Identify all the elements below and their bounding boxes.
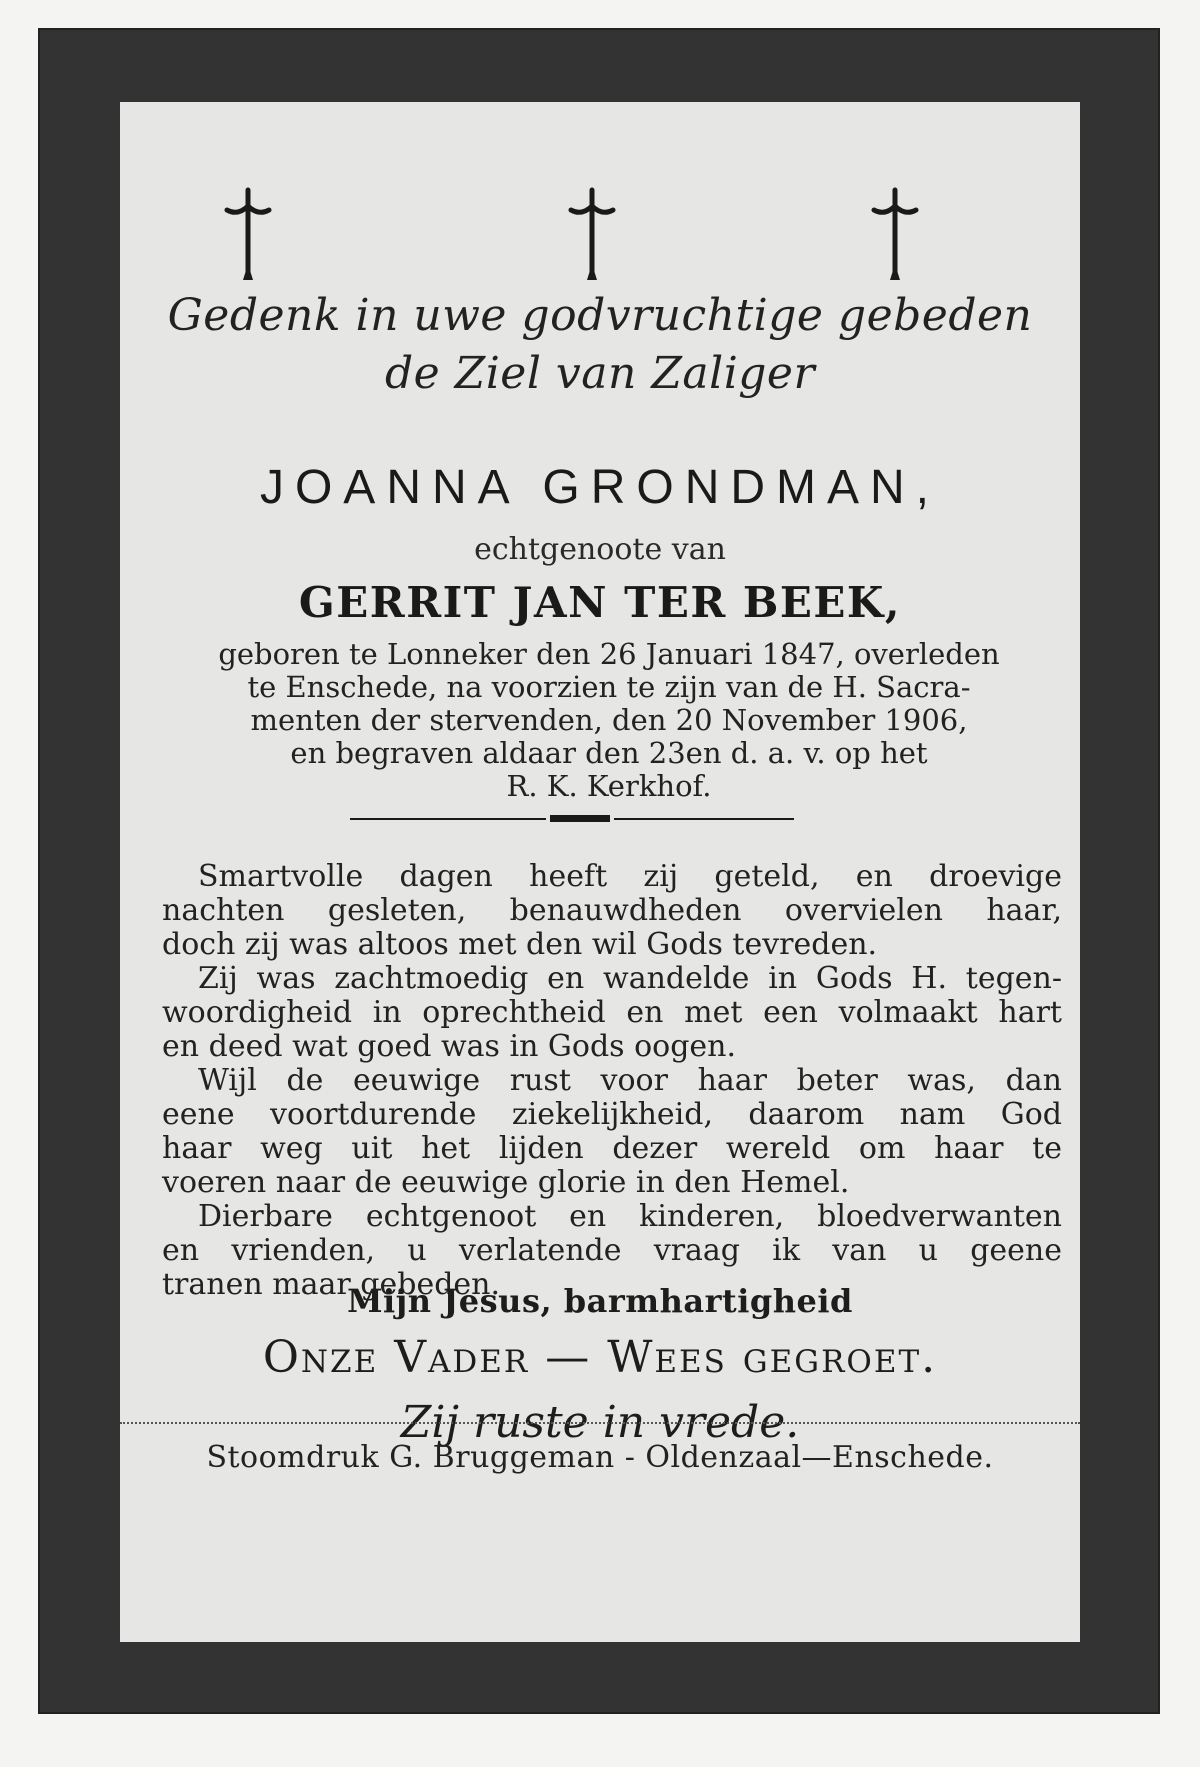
verse-line: en vrienden, u verlatende vraag ik van u geene xyxy=(162,1233,1062,1268)
prayer-wees-gegroet: Wees gegroet. xyxy=(607,1332,938,1383)
mourning-card-border xyxy=(38,28,1160,1714)
verse-line: nachten gesleten, benauwdheden overvielen haar, xyxy=(162,893,1062,928)
prayer-dash: — xyxy=(545,1332,592,1383)
invocation-line-2: de Ziel van Zaliger xyxy=(384,348,816,399)
verses xyxy=(162,860,1062,1302)
invocation-line-1: Gedenk in uwe godvruchtige gebeden xyxy=(167,290,1033,341)
verse-line: Smartvolle dagen heeft zij geteld, en droevige xyxy=(198,859,1062,894)
ornamental-divider xyxy=(350,815,830,823)
verse-line: eene voortdurende ziekelijkheid, daarom nam God xyxy=(162,1097,1062,1132)
cross-icon xyxy=(860,184,930,284)
verse-line: Dierbare echtgenoot en kinderen, bloedverwanten xyxy=(198,1199,1062,1234)
verse-line: Zij was zachtmoedig en wandelde in Gods H. tegen- xyxy=(198,961,1062,996)
biography-line: te Enschede, na voorzien te zijn van de H. Sacra- xyxy=(247,670,971,704)
verse-line: tranen maar gebeden. xyxy=(162,1267,501,1302)
prayer-jesus: Mijn Jesus, barmhartigheid xyxy=(347,1282,853,1320)
verse-line: voeren naar de eeuwige glorie in den Hemel. xyxy=(162,1165,850,1200)
biography-line: menten der stervenden, den 20 November 1906, xyxy=(250,703,968,737)
spouse-name: GERRIT JAN TER BEEK, xyxy=(298,578,902,627)
verse-line: haar weg uit het lijden dezer wereld om haar te xyxy=(162,1131,1062,1166)
verse-line: doch zij was altoos met den wil Gods tevreden. xyxy=(162,927,878,962)
closing-line: Zij ruste in vrede. xyxy=(400,1397,800,1448)
cross-icon xyxy=(213,184,283,284)
printer-credit: Stoomdruk G. Bruggeman - Oldenzaal—Enschede. xyxy=(206,1440,994,1475)
prayer-onze-vader: Onze Vader xyxy=(262,1332,530,1383)
biography-line: geboren te Lonneker den 26 Januari 1847, overleden xyxy=(218,637,1000,671)
verse-line: woordigheid in oprechtheid en met een volmaakt hart xyxy=(162,995,1062,1030)
spouse-label: echtgenoote van xyxy=(474,532,726,567)
verse-line: en deed wat goed was in Gods oogen. xyxy=(162,1029,737,1064)
verse-line: Wijl de eeuwige rust voor haar beter was, dan xyxy=(198,1063,1062,1098)
dotted-rule xyxy=(120,1422,1080,1424)
biography xyxy=(156,638,1062,803)
prayers xyxy=(120,1332,1080,1383)
cross-icon xyxy=(557,184,627,284)
biography-line: R. K. Kerkhof. xyxy=(506,769,712,803)
mourning-card xyxy=(120,102,1080,1642)
deceased-name: JOANNA GRONDMAN, xyxy=(259,461,941,514)
biography-line: en begraven aldaar den 23en d. a. v. op het xyxy=(290,736,928,770)
